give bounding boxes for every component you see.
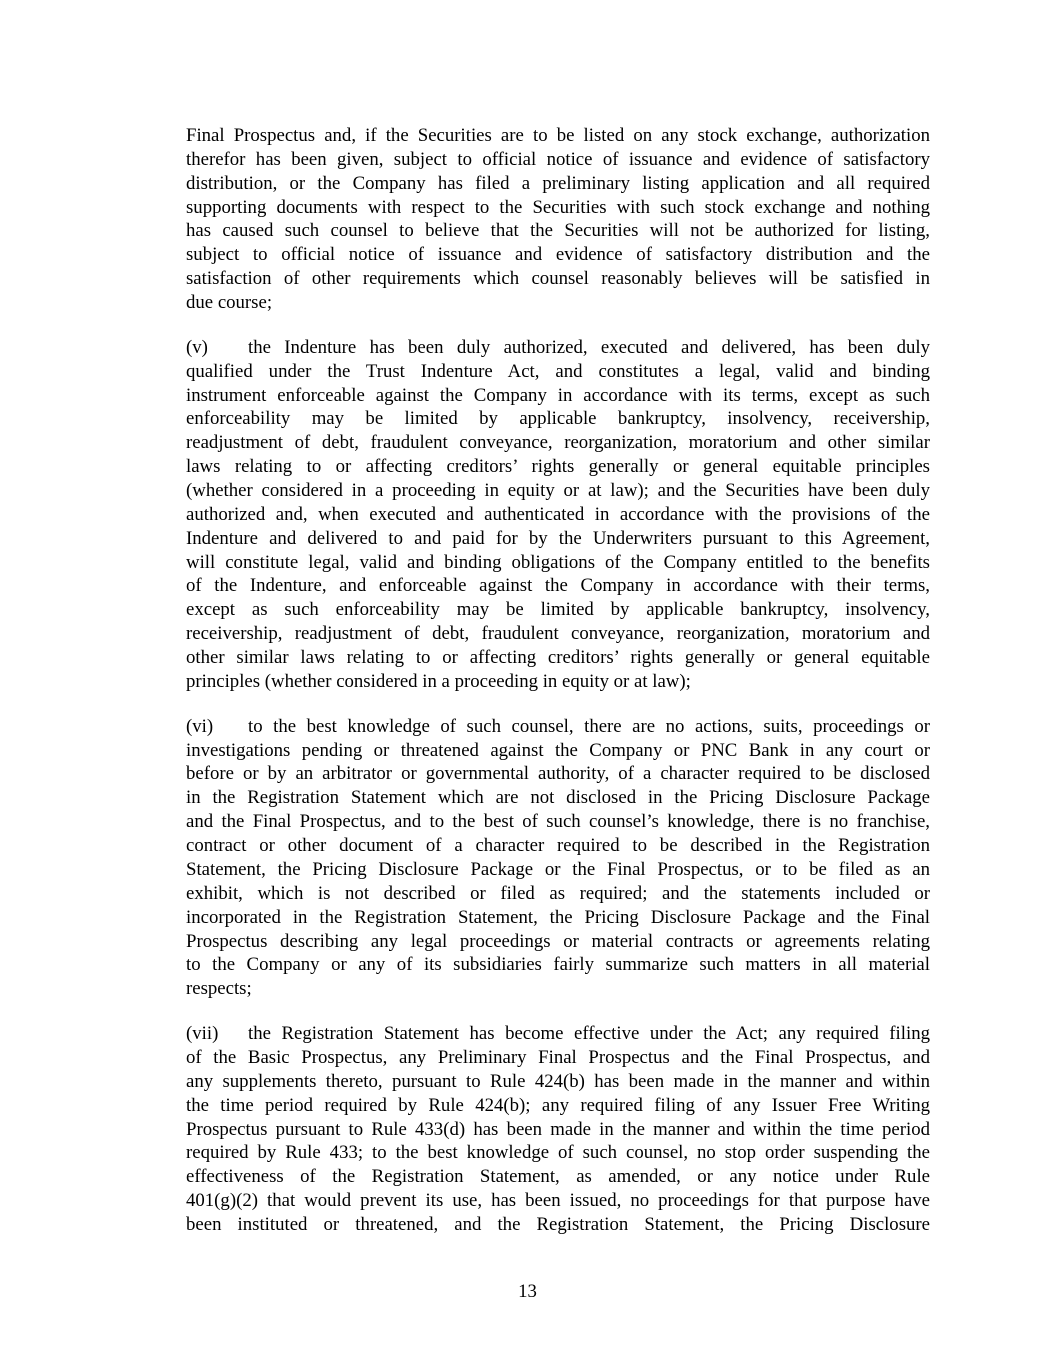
text-line: [186, 977, 930, 1001]
line-text: in the Registration Statement which are not disclosed in the Pricing Disclosure Package: [186, 787, 930, 809]
page-number: 13: [518, 1281, 537, 1302]
text-line: [186, 124, 930, 148]
line-text: any supplements thereto, pursuant to Rule 424(b) has been made in the manner and within: [186, 1070, 930, 1092]
line-text: enforceability may be limited by applicable bankruptcy, insolvency, receivership,: [186, 408, 930, 430]
line-text: Statement, the Pricing Disclosure Package or the Final Prospectus, or to be filed as an: [186, 858, 930, 880]
text-line: [186, 762, 930, 786]
text-line: [186, 172, 930, 196]
paragraph: [186, 715, 930, 1001]
line-text: of the Basic Prospectus, any Preliminary Final Prospectus and the Final Prospectus, and: [186, 1046, 930, 1068]
text-line: [186, 527, 930, 551]
line-text: to the Company or any of its subsidiaries fairly summarize such matters in all material: [186, 954, 930, 976]
text-line: [186, 148, 930, 172]
line-text: satisfaction of other requirements which counsel reasonably believes will be satisfied in: [186, 268, 930, 290]
line-text: will constitute legal, valid and binding obligations of the Company entitled to the benefits: [186, 551, 930, 573]
line-text: due course;: [186, 292, 273, 314]
text-line: [186, 834, 930, 858]
clause-number: (vi): [186, 715, 214, 737]
line-text: except as such enforceability may be limited by applicable bankruptcy, insolvency,: [186, 599, 930, 621]
line-text: receivership, readjustment of debt, fraudulent conveyance, reorganization, moratorium and: [186, 623, 930, 645]
line-text: the time period required by Rule 424(b); any required filing of any Issuer Free Writing: [186, 1094, 930, 1116]
text-line: [186, 336, 930, 360]
line-text: and the Final Prospectus, and to the best of such counsel’s knowledge, there is no franchise,: [186, 811, 930, 833]
line-text: Indenture and delivered to and paid for by the Underwriters pursuant to this Agreement,: [186, 527, 930, 549]
text-line: [186, 551, 930, 575]
text-line: [186, 431, 930, 455]
text-line: [186, 670, 930, 694]
text-line: [186, 810, 930, 834]
text-line: [186, 360, 930, 384]
text-line: [186, 930, 930, 954]
line-text: principles (whether considered in a proceeding in equity or at law);: [186, 670, 691, 692]
line-text: before or by an arbitrator or governmental authority, of a character required to be disclosed: [186, 763, 930, 785]
text-line: [186, 715, 930, 739]
text-line: [186, 1046, 930, 1070]
text-line: [186, 1165, 930, 1189]
line-text: has caused such counsel to believe that the Securities will not be authorized for listing,: [186, 220, 930, 242]
line-text: laws relating to or affecting creditors’ rights generally or general equitable principles: [186, 456, 930, 478]
text-line: [186, 1094, 930, 1118]
line-text: instrument enforceable against the Company in accordance with its terms, except as such: [186, 384, 930, 406]
paragraph: [186, 1022, 930, 1237]
line-text: qualified under the Trust Indenture Act, and constitutes a legal, valid and binding: [186, 360, 930, 382]
text-line: [186, 953, 930, 977]
text-line: [186, 1141, 930, 1165]
line-text: exhibit, which is not described or filed as required; and the statements included or: [186, 882, 930, 904]
line-text: other similar laws relating to or affecting creditors’ rights generally or general equitable: [186, 647, 930, 669]
line-text: Prospectus pursuant to Rule 433(d) has been made in the manner and within the time period: [186, 1118, 930, 1140]
line-text: Final Prospectus and, if the Securities are to be listed on any stock exchange, authorization: [186, 125, 930, 146]
paragraph: [186, 336, 930, 694]
text-line: [186, 219, 930, 243]
line-text: the Indenture has been duly authorized, executed and delivered, has been duly: [248, 336, 930, 358]
text-line: [186, 243, 930, 267]
text-line: [186, 1070, 930, 1094]
line-text: supporting documents with respect to the Securities with such stock exchange and nothing: [186, 196, 930, 218]
clause-number: (v): [186, 336, 208, 358]
document-body: [186, 124, 930, 1258]
line-text: distribution, or the Company has filed a preliminary listing application and all required: [186, 172, 930, 194]
line-text: to the best knowledge of such counsel, there are no actions, suits, proceedings or: [248, 715, 930, 737]
line-text: 401(g)(2) that would prevent its use, has been issued, no proceedings for that purpose have: [186, 1190, 930, 1212]
text-line: [186, 906, 930, 930]
text-line: [186, 479, 930, 503]
line-text: readjustment of debt, fraudulent conveyance, reorganization, moratorium and other similar: [186, 432, 930, 454]
text-line: [186, 1189, 930, 1213]
text-line: [186, 267, 930, 291]
text-line: [186, 196, 930, 220]
line-text: required by Rule 433; to the best knowledge of such counsel, no stop order suspending the: [186, 1142, 930, 1164]
text-line: [186, 455, 930, 479]
line-text: Prospectus describing any legal proceedings or material contracts or agreements relating: [186, 930, 930, 952]
text-line: [186, 1118, 930, 1142]
clause-number: (vii): [186, 1023, 219, 1045]
text-line: [186, 739, 930, 763]
line-text: (whether considered in a proceeding in equity or at law); and the Securities have been duly: [186, 480, 930, 502]
text-line: [186, 1213, 930, 1237]
line-text: subject to official notice of issuance and evidence of satisfactory distribution and the: [186, 244, 930, 266]
line-text: the Registration Statement has become effective under the Act; any required filing: [248, 1023, 930, 1045]
text-line: [186, 407, 930, 431]
text-line: [186, 858, 930, 882]
line-text: therefor has been given, subject to official notice of issuance and evidence of satisfactory: [186, 148, 930, 170]
line-text: respects;: [186, 978, 252, 1000]
text-line: [186, 598, 930, 622]
text-line: [186, 1022, 930, 1046]
line-text: incorporated in the Registration Statement, the Pricing Disclosure Package and the Final: [186, 906, 930, 928]
text-line: [186, 291, 930, 315]
line-text: investigations pending or threatened against the Company or PNC Bank in any court or: [186, 739, 930, 761]
text-line: [186, 503, 930, 527]
paragraph: [186, 124, 930, 315]
line-text: authorized and, when executed and authenticated in accordance with the provisions of the: [186, 503, 930, 525]
text-line: [186, 622, 930, 646]
text-line: [186, 574, 930, 598]
line-text: been instituted or threatened, and the Registration Statement, the Pricing Disclosure: [186, 1213, 930, 1235]
text-line: [186, 786, 930, 810]
text-line: [186, 646, 930, 670]
line-text: contract or other document of a character required to be described in the Registration: [186, 835, 930, 857]
line-text: of the Indenture, and enforceable against the Company in accordance with their terms,: [186, 575, 930, 597]
line-text: effectiveness of the Registration Statement, as amended, or any notice under Rule: [186, 1166, 930, 1188]
text-line: [186, 882, 930, 906]
text-line: [186, 384, 930, 408]
